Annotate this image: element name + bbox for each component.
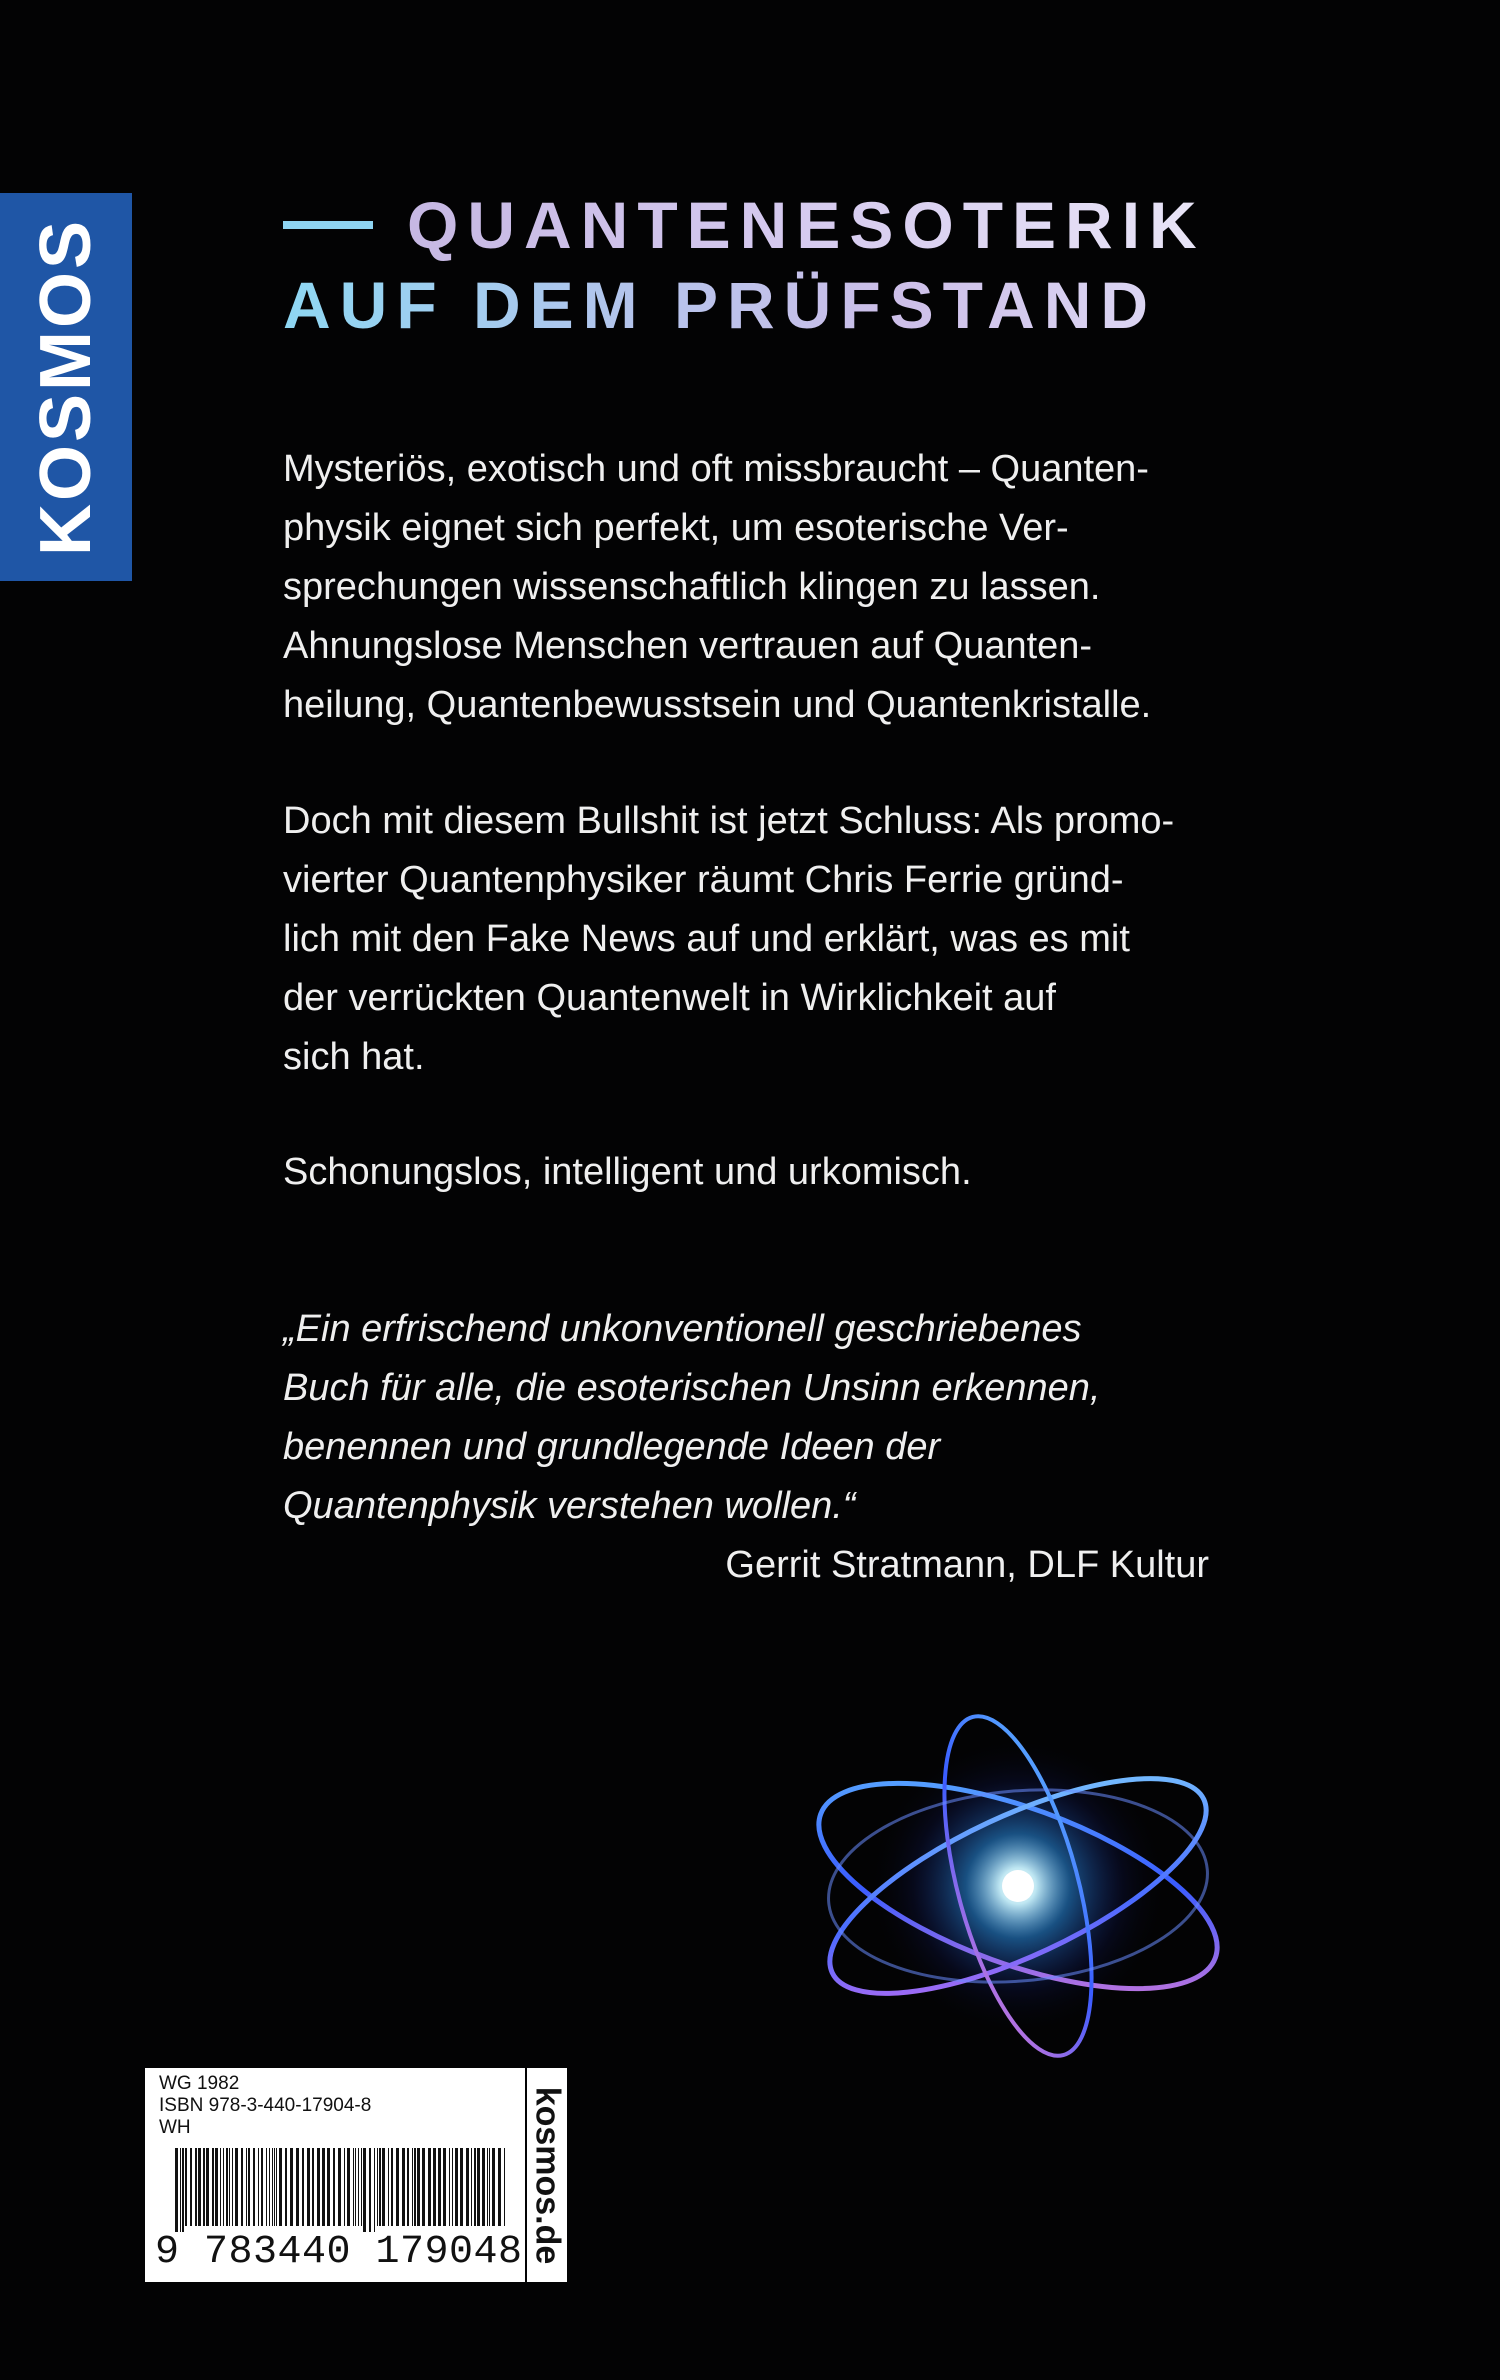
text-line: sprechungen wissenschaftlich klingen zu lassen. — [283, 566, 1101, 608]
barcode-bar — [402, 2148, 405, 2226]
barcode-bar — [391, 2148, 393, 2226]
publisher-logo: KOSMOS — [26, 217, 106, 557]
barcode-bar — [285, 2148, 287, 2226]
barcode-bar — [482, 2148, 485, 2226]
barcode-digits: 9 783440 179048 — [155, 2230, 523, 2275]
barcode-bar — [290, 2148, 293, 2226]
barcode-bar — [466, 2148, 469, 2226]
barcode-bar — [206, 2148, 209, 2226]
barcode-bar — [487, 2148, 488, 2226]
text-line: physik eignet sich perfekt, um esoterische Ver- — [283, 507, 1069, 549]
barcode-bar — [338, 2148, 341, 2226]
barcode-bar — [327, 2148, 330, 2226]
barcode-bar — [274, 2148, 275, 2226]
barcode-bar — [449, 2148, 450, 2226]
quote-line: Quantenphysik verstehen wollen.“ — [283, 1485, 856, 1527]
barcode-bar — [422, 2148, 425, 2226]
barcode-bar — [226, 2148, 228, 2226]
barcode-bar — [190, 2148, 192, 2226]
barcode-bar — [223, 2148, 224, 2226]
barcode-bar — [363, 2148, 366, 2232]
quote-line: „Ein erfrischend unkonventionell geschriebenes — [283, 1308, 1082, 1350]
barcode-bar — [253, 2148, 255, 2226]
nucleus — [1002, 1870, 1034, 1902]
barcode-bar — [203, 2148, 205, 2226]
barcode-bar — [498, 2148, 501, 2226]
barcode-bar — [474, 2148, 476, 2226]
barcode-bar — [412, 2148, 413, 2226]
text-line: vierter Quantenphysiker räumt Chris Ferrie gründ- — [283, 859, 1124, 901]
barcode-bar — [175, 2148, 178, 2232]
website-strip — [527, 2068, 567, 2282]
headline-line-1: QUANTENESOTERIK — [407, 188, 1206, 262]
text-line: Mysteriös, exotisch und oft missbraucht – Quanten- — [283, 448, 1149, 490]
barcode-bar — [333, 2148, 335, 2226]
atom-illustration — [790, 1700, 1250, 2060]
text-line: der verrückten Quantenwelt in Wirklichkeit auf — [283, 977, 1056, 1019]
barcode-bar — [258, 2148, 259, 2226]
barcode-bar — [353, 2148, 354, 2226]
barcode-bar — [248, 2148, 250, 2226]
barcode-bar — [396, 2148, 399, 2226]
barcode-bar — [261, 2148, 263, 2226]
barcode-bar — [220, 2148, 221, 2226]
headline-dash — [283, 221, 373, 229]
barcode-bar — [358, 2148, 359, 2226]
blurb-paragraph-1 — [283, 440, 1223, 735]
quote-line: benennen und grundlegende Ideen der — [283, 1426, 941, 1468]
barcode-bar — [407, 2148, 409, 2226]
barcode-bar — [344, 2148, 345, 2226]
barcode-bar — [241, 2148, 243, 2226]
barcode-bar — [414, 2148, 416, 2226]
text-line: Doch mit diesem Bullshit ist jetzt Schluss: Als promo- — [283, 800, 1175, 842]
barcode-bar — [477, 2148, 480, 2226]
barcode-bar — [355, 2148, 356, 2226]
barcode-bar — [235, 2148, 238, 2226]
barcode-bar — [307, 2148, 310, 2226]
barcode-bar — [369, 2148, 371, 2232]
barcode-bar — [374, 2148, 375, 2232]
barcode-bar — [417, 2148, 420, 2226]
barcode-bar — [276, 2148, 277, 2226]
barcode-bar — [182, 2148, 184, 2232]
text-line: lich mit den Fake News auf und erklärt, was es mit — [283, 918, 1130, 960]
blurb-paragraph-3 — [283, 1143, 1223, 1202]
wh-code: WH — [159, 2117, 191, 2138]
barcode-bar — [377, 2148, 378, 2226]
barcode-bar — [388, 2148, 389, 2226]
headline — [283, 185, 1206, 345]
quote-attribution: Gerrit Stratmann, DLF Kultur — [725, 1544, 1209, 1586]
text-line: Schonungslos, intelligent und urkomisch. — [283, 1151, 972, 1193]
barcode-bar — [433, 2148, 436, 2226]
text-line: heilung, Quantenbewusstsein und Quantenkristalle. — [283, 684, 1152, 726]
barcode-bar — [428, 2148, 431, 2226]
barcode-bar — [460, 2148, 463, 2226]
review-quote — [283, 1300, 1223, 1536]
quote-line: Buch für alle, die esoterischen Unsinn erkennen, — [283, 1367, 1101, 1409]
publisher-logo-tab — [0, 193, 132, 581]
barcode-bar — [229, 2148, 230, 2226]
barcode-bar — [361, 2148, 362, 2226]
barcode-bar — [312, 2148, 314, 2226]
barcode-bar — [279, 2148, 282, 2226]
text-line: sich hat. — [283, 1036, 425, 1078]
isbn: ISBN 978-3-440-17904-8 — [159, 2095, 372, 2116]
barcode-bar — [212, 2148, 214, 2226]
barcode-label — [145, 2068, 525, 2282]
text-line: Ahnungslose Menschen vertrauen auf Quanten- — [283, 625, 1093, 667]
website-url: kosmos.de — [528, 2086, 567, 2264]
barcode-bar — [438, 2148, 441, 2226]
barcode-bar — [180, 2148, 181, 2232]
barcode-bar — [455, 2148, 458, 2226]
barcode-bar — [198, 2148, 201, 2226]
barcode-bar — [504, 2148, 505, 2226]
book-meta — [159, 2073, 371, 2139]
barcode-bar — [443, 2148, 446, 2226]
barcode-bar — [246, 2148, 247, 2226]
barcode — [175, 2148, 505, 2232]
barcode-bar — [492, 2148, 495, 2226]
blurb-paragraph-2 — [283, 792, 1223, 1087]
barcode-bar — [317, 2148, 320, 2226]
wg-number: WG 1982 — [159, 2073, 240, 2094]
barcode-bar — [232, 2148, 233, 2226]
barcode-bar — [322, 2148, 325, 2226]
barcode-bar — [195, 2148, 197, 2226]
barcode-bar — [382, 2148, 385, 2226]
barcode-bar — [272, 2148, 273, 2226]
barcode-bar — [185, 2148, 187, 2226]
headline-line-2: AUF DEM PRÜFSTAND — [283, 268, 1158, 342]
barcode-bar — [347, 2148, 350, 2226]
barcode-bar — [379, 2148, 381, 2226]
barcode-bar — [215, 2148, 218, 2226]
barcode-bar — [471, 2148, 472, 2226]
barcode-bar — [302, 2148, 304, 2226]
barcode-bar — [296, 2148, 299, 2226]
barcode-bar — [266, 2148, 267, 2226]
barcode-bar — [489, 2148, 490, 2226]
barcode-bar — [452, 2148, 453, 2226]
barcode-bar — [269, 2148, 270, 2226]
